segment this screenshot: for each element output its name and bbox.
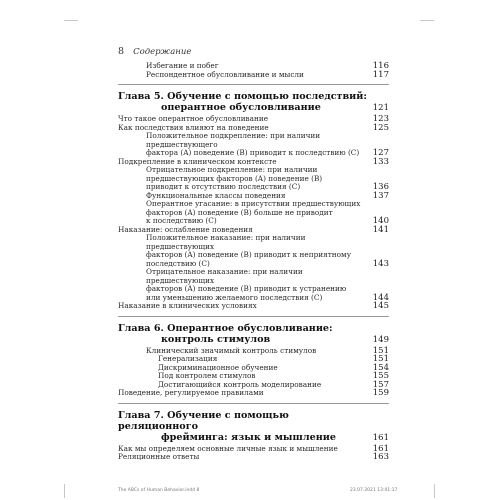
toc-entry-page: 157 xyxy=(372,379,389,390)
toc-entry-page: 136 xyxy=(372,182,389,192)
chapter-title-line1: Глава 7. Обучение с помощью реляционного xyxy=(118,409,289,432)
toc-entry-page: 151 xyxy=(372,345,389,356)
crop-mark xyxy=(64,20,78,21)
toc-entry-page: 125 xyxy=(372,122,389,133)
toc-entry-text: или уменьшению желаемого последствия (C) xyxy=(146,292,323,302)
chapter-title-line2: контроль стимулов xyxy=(161,333,271,345)
toc-entry-page: 141 xyxy=(372,224,389,235)
footer-left: The ABCs of Human Behavior.indd 8 xyxy=(118,488,200,493)
chapter-divider xyxy=(118,84,389,85)
chapter-divider xyxy=(118,403,389,404)
toc-entry-page: 143 xyxy=(372,258,389,269)
toc-entry-text: Отрицательное подкрепление: при наличии xyxy=(146,165,318,174)
toc-entry-page: 151 xyxy=(372,354,389,364)
toc-entry xyxy=(118,302,389,311)
toc-entry-page: 116 xyxy=(372,61,389,71)
toc-entry-page: 145 xyxy=(372,301,389,311)
crop-mark xyxy=(434,484,435,498)
chapter-title-line2: оперантное обусловливание xyxy=(161,102,321,113)
chapter-title-line2: фрейминга: язык и мышление xyxy=(161,431,336,443)
toc-entry-text: Наказание: ослабление поведения xyxy=(118,224,253,234)
toc-entry-page: 155 xyxy=(372,371,389,381)
toc-entry-text: Генерализация xyxy=(158,354,218,363)
chapter-page: 149 xyxy=(372,334,389,345)
toc-entry-text: Избегание и побег xyxy=(146,61,219,70)
toc-entry-text: предшествующих факторов (A) поведение (B) xyxy=(146,173,323,183)
toc-entry-page: 117 xyxy=(372,69,389,80)
chapter-divider xyxy=(118,316,389,317)
toc-entry-page: 127 xyxy=(372,148,389,158)
toc-entry-text: приводит к отсутствию последствия (C) xyxy=(146,182,301,191)
toc-entry xyxy=(118,234,389,268)
toc-entry-page: 159 xyxy=(372,388,389,398)
toc-entry-text: Дискриминационное обучение xyxy=(158,362,278,372)
toc-entry-text: факторов (A) поведение (B) приводит к неприятному xyxy=(146,250,351,259)
chapter-heading xyxy=(118,410,389,443)
toc-entry-page: 123 xyxy=(372,114,389,124)
toc-entry-text: Функциональные классы поведения xyxy=(146,190,286,200)
crop-mark xyxy=(420,20,434,21)
toc-entry-text: Под контролем стимулов xyxy=(158,371,256,380)
toc-entry-text: Клинический значимый контроль стимулов xyxy=(146,345,317,355)
toc-entry-text: Положительное подкрепление: при наличии предшествующего xyxy=(146,131,321,149)
chapter-page: 161 xyxy=(372,432,389,443)
chapter-title-line1: Глава 5. Обучение с помощью последствий: xyxy=(118,91,367,102)
toc-entry-text: последствию (C) xyxy=(146,258,210,268)
running-head xyxy=(118,46,191,57)
toc-entry-text: Оперантное угасание: в присутствии предшествующих xyxy=(146,199,361,208)
toc-entry-page: 161 xyxy=(372,443,389,454)
chapter-heading xyxy=(118,91,389,113)
toc-entry-text: факторов (A) поведение (B) больше не приводит xyxy=(146,207,333,217)
toc-entry-page: 137 xyxy=(372,190,389,201)
toc-entry-page: 154 xyxy=(372,362,389,373)
toc-entry-text: Достигающийся контроль моделирование xyxy=(158,379,322,389)
toc-entry-text: Подкрепление в клиническом контексте xyxy=(118,156,277,166)
crop-mark xyxy=(64,484,65,498)
footer-right: 23.07.2021 13:01:17 xyxy=(350,488,398,493)
toc-entry xyxy=(118,453,389,462)
toc-entry-page: 133 xyxy=(372,156,389,167)
toc-entry-text: Реляционные ответы xyxy=(118,452,200,461)
toc-entry xyxy=(118,268,389,302)
toc-entry-text: Поведение, регулируемое правилами xyxy=(118,388,264,397)
toc-entry xyxy=(118,166,389,192)
chapter-heading xyxy=(118,323,389,345)
chapter-page: 121 xyxy=(372,103,389,113)
toc-entry-text: факторов (A) поведение (B) приводит к устранению xyxy=(146,284,347,293)
toc-entry xyxy=(118,389,389,398)
toc-entry-text: Как мы определяем основные личные язык и мышление xyxy=(118,443,338,453)
toc-entry-text: Наказание в клинических условиях xyxy=(118,301,257,310)
toc-entry-page: 140 xyxy=(372,216,389,226)
chapter-title-line1: Глава 6. Оперантное обусловливание: xyxy=(118,322,333,334)
table-of-contents xyxy=(118,62,389,462)
toc-entry-page: 144 xyxy=(372,292,389,303)
toc-entry xyxy=(118,71,389,80)
toc-entry-text: Респондентное обусловливание и мысли xyxy=(146,69,304,79)
toc-entry-text: к последствию (C) xyxy=(146,216,217,225)
toc-entry-text: фактора (A) поведение (B) приводит к последствию (C) xyxy=(146,148,360,157)
toc-entry-text: Отрицательное наказание: при наличии предшествующих xyxy=(146,267,303,285)
toc-entry xyxy=(118,200,389,226)
toc-entry-page: 163 xyxy=(372,452,389,462)
page-number: 8 xyxy=(118,46,125,57)
toc-entry-text: Как последствия влияют на поведение xyxy=(118,122,269,132)
toc-entry xyxy=(118,132,389,158)
toc-entry-text: Положительное наказание: при наличии предшествующих xyxy=(146,233,306,251)
toc-entry-text: Что такое оперантное обусловливание xyxy=(118,114,269,123)
running-head-title: Содержание xyxy=(133,47,192,57)
